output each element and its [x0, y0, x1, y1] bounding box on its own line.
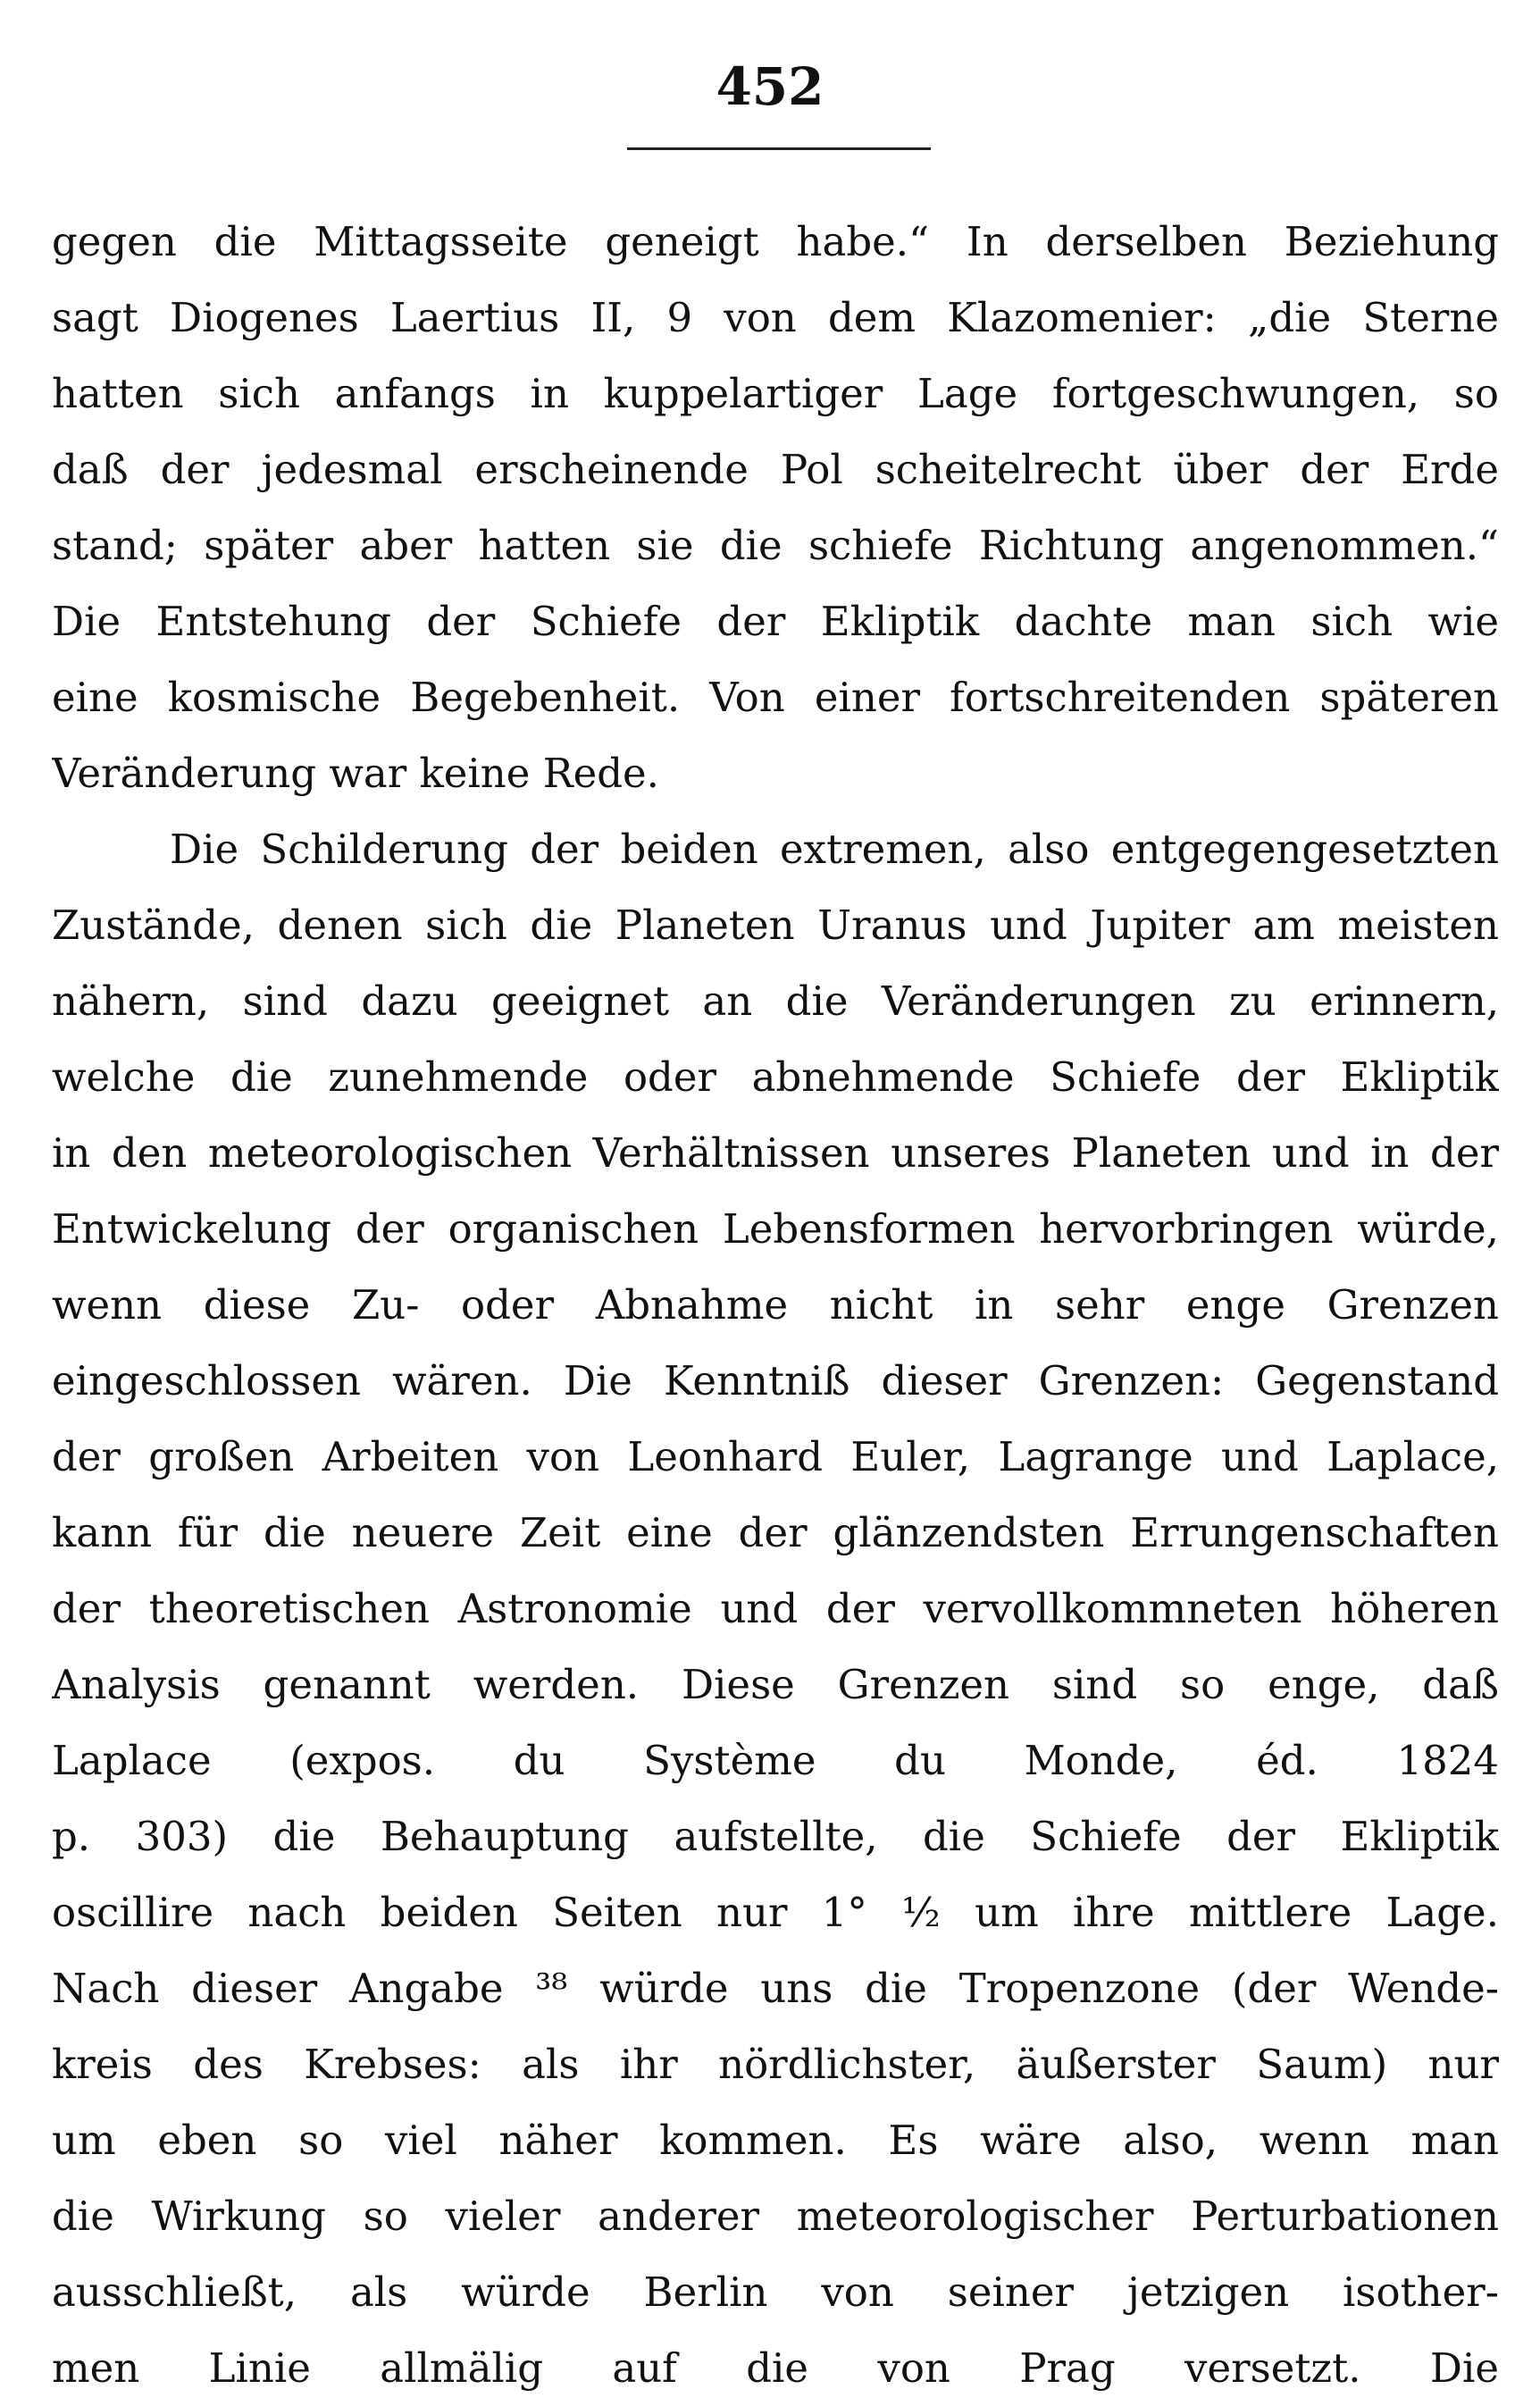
text-line: Nach dieser Angabe ³⁸ würde uns die Tropenzone (der Wende- — [52, 1965, 1499, 2012]
text-line: nähern, sind dazu geeignet an die Veränderungen zu erinnern, — [52, 977, 1499, 1025]
text-line: ausschließt, als würde Berlin von seiner jetzigen isother- — [52, 2268, 1499, 2316]
text-line: der theoretischen Astronomie und der vervollkommneten höheren — [52, 1585, 1499, 1632]
text-line: Zustände, denen sich die Planeten Uranus und Jupiter am meisten — [52, 901, 1499, 949]
text-line: men Linie allmälig auf die von Prag versetzt. Die — [52, 2344, 1499, 2392]
text-line: um eben so viel näher kommen. Es wäre also, wenn man — [52, 2117, 1499, 2164]
text-line: stand; später aber hatten sie die schiefe Richtung angenommen.“ — [52, 522, 1499, 569]
text-line: Die Schilderung der beiden extremen, also entgegengesetzten — [170, 826, 1499, 873]
text-line: kreis des Krebses: als ihr nördlichster, äußerster Saum) nur — [52, 2041, 1499, 2088]
text-line: Die Entstehung der Schiefe der Ekliptik dachte man sich wie — [52, 598, 1499, 645]
text-line: wenn diese Zu- oder Abnahme nicht in sehr enge Grenzen — [52, 1281, 1499, 1329]
text-line: die Wirkung so vieler anderer meteorologischer Perturbationen — [52, 2192, 1499, 2240]
text-line: Laplace (expos. du Système du Monde, éd. 1824 — [52, 1737, 1499, 1784]
text-line: oscillire nach beiden Seiten nur 1° ½ um ihre mittlere Lage. — [52, 1889, 1499, 1936]
text-line: eingeschlossen wären. Die Kenntniß dieser Grenzen: Gegenstand — [52, 1357, 1499, 1404]
text-line: Veränderung war keine Rede. — [52, 750, 659, 797]
text-line: daß der jedesmal erscheinende Pol scheitelrecht über der Erde — [52, 446, 1499, 493]
text-line: Entwickelung der organischen Lebensformen hervorbringen würde, — [52, 1205, 1499, 1253]
text-line: sagt Diogenes Laertius II, 9 von dem Klazomenier: „die Sterne — [52, 294, 1499, 341]
text-line: gegen die Mittagsseite geneigt habe.“ In derselben Beziehung — [52, 218, 1499, 265]
text-line: hatten sich anfangs in kuppelartiger Lage fortgeschwungen, so — [52, 370, 1499, 417]
text-line: in den meteorologischen Verhältnissen unseres Planeten und in der — [52, 1129, 1499, 1177]
text-line: der großen Arbeiten von Leonhard Euler, Lagrange und Laplace, — [52, 1433, 1499, 1480]
text-line: welche die zunehmende oder abnehmende Schiefe der Ekliptik — [52, 1053, 1499, 1101]
header-rule — [627, 147, 931, 150]
text-line: Analysis genannt werden. Diese Grenzen sind so enge, daß — [52, 1661, 1499, 1708]
body-text — [52, 204, 1499, 2406]
text-line: kann für die neuere Zeit eine der glänzendsten Errungenschaften — [52, 1509, 1499, 1556]
text-line: p. 303) die Behauptung aufstellte, die Schiefe der Ekliptik — [52, 1813, 1499, 1860]
text-line: eine kosmische Begebenheit. Von einer fortschreitenden späteren — [52, 674, 1499, 721]
page-number: 452 — [716, 56, 824, 117]
